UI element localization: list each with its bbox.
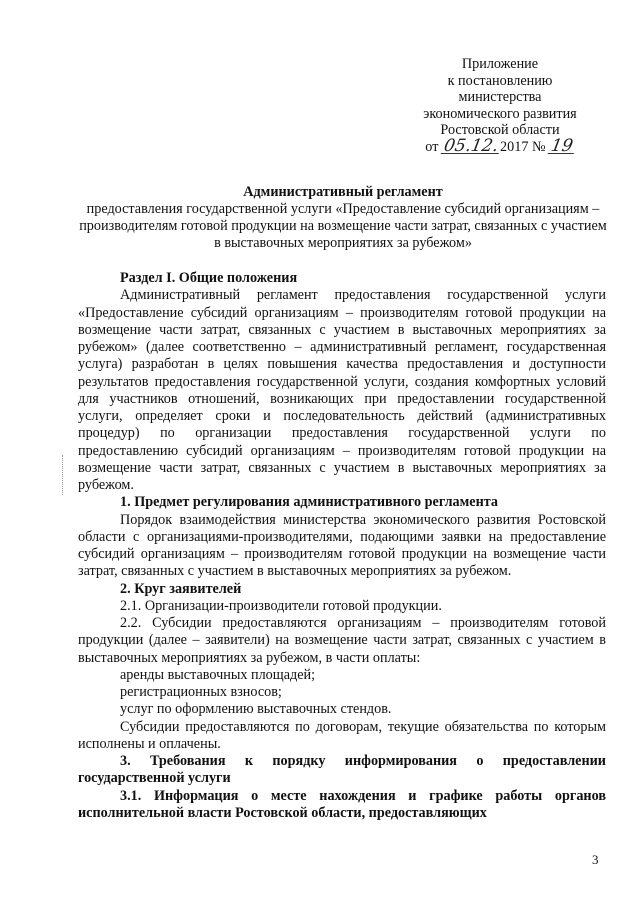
date-prefix: от [425,138,439,155]
appendix-line-4: экономического развития [423,105,577,122]
appendix-line-2: к постановлению [447,72,553,89]
paragraph: Субсидии предоставляются по договорам, текущие обязательства по которым исполнены и оплачены. [78,718,606,752]
paragraph: Порядок взаимодействия министерства экономического развития Ростовской области с организациями-производителями, подающими заявки на предоставление субсидий организациям – производителям готовой продукции на возмещение части затрат, связанных с участием в выставочных мероприятиях за рубежом. [78,511,606,580]
document-body [78,270,606,822]
page-number: 3 [592,852,599,867]
subsection-heading: 3. Требования к порядку информирования о предоставлении государственной услуги [78,753,606,787]
list-item: аренды выставочных площадей; [120,666,316,683]
paragraph-bold: 3.1. Информация о месте нахождения и графике работы органов исполнительной власти Ростовской области, предоставляющих [78,787,606,821]
paragraph: 2.1. Организации-производители готовой продукции. [120,597,442,614]
paragraph: 2.2. Субсидии предоставляются организациям – производителям готовой продукции (далее – заявители) на возмещение части затрат, связанных с участием в выставочных мероприятиях за рубежом, в части оплаты: [78,615,606,666]
appendix-line-5: Ростовской области [440,122,560,139]
scan-artifact [62,455,64,495]
list-item: услуг по оформлению выставочных стендов. [120,701,392,718]
paragraph: Административный регламент предоставления государственной услуги «Предоставление субсидий организациям – производителям готовой продукции на возмещение части затрат, связанных с участием в выставочных мероприятиях за рубежом» (далее соответственно – административный регламент, государственная услуга) разработан в целях повышения качества предоставления и доступности результатов предоставления государственной услуги, создания комфортных условий для участников отношений, возникающих при предоставлении государственной услуги, определяет сроки и последовательность действий (административных процедур) по организации предоставления государственной услуги по предоставлению субсидий организациям – производителям готовой продукции на возмещение части затрат, связанных с участием в выставочных мероприятиях за рубежом. [78,287,606,493]
section-heading: Раздел I. Общие положения [120,270,298,286]
document-subtitle: предоставления государственной услуги «Предоставление субсидий организациям – производителям готовой продукции на возмещение части затрат, связанных с участием в выставочных мероприятиях за рубежом» [79,201,607,251]
subsection-heading: 2. Круг заявителей [120,580,242,597]
date-year: 2017 № [500,138,546,155]
handwritten-date: 05.12. [442,135,500,156]
list-item: регистрационных взносов; [120,684,282,700]
appendix-line-1: Приложение [461,56,539,72]
appendix-line-3: министерства [458,89,542,106]
title-block [78,183,608,252]
appendix-block [400,56,600,156]
handwritten-number: 19 [549,135,575,156]
subsection-heading: 1. Предмет регулирования административного регламента [120,494,498,511]
document-title: Административный регламент [243,184,443,200]
appendix-date-line [400,135,600,156]
